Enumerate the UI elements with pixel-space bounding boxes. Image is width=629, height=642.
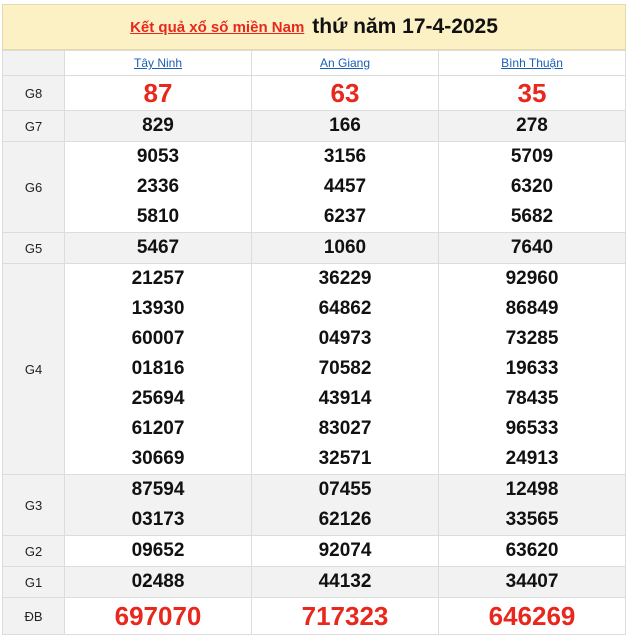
prize-label: G6 [3, 142, 65, 233]
prize-number: 9053 [136, 146, 180, 167]
prize-label: G4 [3, 264, 65, 475]
results-body [3, 76, 626, 635]
prize-number: 12498 [505, 479, 559, 500]
prize-label: G1 [3, 567, 65, 598]
prize-cell [252, 475, 439, 536]
prize-number: 73285 [505, 328, 559, 349]
prize-label: G7 [3, 111, 65, 142]
prize-number: 44132 [318, 571, 372, 592]
prize-number: 4457 [323, 176, 367, 197]
province-header [439, 51, 626, 76]
prize-cell [65, 567, 252, 598]
prize-cell [65, 142, 252, 233]
prize-row-g8 [3, 76, 626, 111]
prize-cell [252, 536, 439, 567]
prize-number: 5810 [136, 206, 180, 227]
prize-number: 6320 [510, 176, 554, 197]
prize-label: G5 [3, 233, 65, 264]
prize-label: G3 [3, 475, 65, 536]
prize-cell [439, 76, 626, 111]
prize-cell [65, 233, 252, 264]
prize-number: 96533 [505, 418, 559, 439]
prize-row-đb [3, 598, 626, 635]
prize-number: 25694 [131, 388, 185, 409]
prize-number: 2336 [136, 176, 180, 197]
province-link-an-giang[interactable]: An Giang [319, 56, 371, 70]
prize-number: 33565 [505, 509, 559, 530]
prize-number: 5709 [510, 146, 554, 167]
prize-cell [252, 567, 439, 598]
prize-number: 78435 [505, 388, 559, 409]
prize-number: 36229 [318, 268, 372, 289]
prize-number: 70582 [318, 358, 372, 379]
prize-cell [439, 598, 626, 635]
prize-cell [439, 233, 626, 264]
prize-cell [65, 536, 252, 567]
prize-number: 64862 [318, 298, 372, 319]
prize-number: 1060 [323, 237, 367, 258]
prize-label: G8 [3, 76, 65, 111]
prize-label: G2 [3, 536, 65, 567]
prize-cell [439, 142, 626, 233]
prize-number: 63620 [505, 540, 559, 561]
prize-cell [65, 111, 252, 142]
prize-number: 32571 [318, 448, 372, 469]
prize-number: 92074 [318, 540, 372, 561]
results-table [2, 50, 626, 635]
prize-cell [252, 233, 439, 264]
prize-number: 01816 [131, 358, 185, 379]
prize-cell [252, 142, 439, 233]
province-header-row [3, 51, 626, 76]
prize-number: 02488 [131, 571, 185, 592]
prize-number: 04973 [318, 328, 372, 349]
prize-row-g7 [3, 111, 626, 142]
prize-number: 3156 [323, 146, 367, 167]
prize-number: 646269 [488, 601, 576, 631]
prize-number: 5682 [510, 206, 554, 227]
prize-number: 03173 [131, 509, 185, 530]
prize-number: 697070 [114, 601, 202, 631]
prize-row-g6 [3, 142, 626, 233]
prize-cell [439, 536, 626, 567]
prize-number: 87 [143, 78, 173, 108]
prize-cell [439, 111, 626, 142]
prize-number: 61207 [131, 418, 185, 439]
prize-cell [252, 264, 439, 475]
prize-number: 83027 [318, 418, 372, 439]
prize-row-g3 [3, 475, 626, 536]
prize-cell [65, 475, 252, 536]
prize-cell [252, 111, 439, 142]
prize-number: 43914 [318, 388, 372, 409]
prize-cell [65, 76, 252, 111]
prize-number: 278 [516, 115, 548, 136]
prize-number: 166 [329, 115, 361, 136]
prize-number: 5467 [136, 237, 180, 258]
prize-number: 7640 [510, 237, 554, 258]
prize-cell [252, 598, 439, 635]
prize-number: 92960 [505, 268, 559, 289]
results-link[interactable]: Kết quả xổ số miền Nam [130, 18, 305, 36]
corner-cell [3, 51, 65, 76]
prize-cell [65, 264, 252, 475]
prize-cell [439, 475, 626, 536]
prize-row-g1 [3, 567, 626, 598]
prize-number: 21257 [131, 268, 185, 289]
prize-number: 07455 [318, 479, 372, 500]
prize-cell [65, 598, 252, 635]
prize-number: 87594 [131, 479, 185, 500]
prize-number: 63 [330, 78, 360, 108]
province-link-binh-thuan[interactable]: Bình Thuận [501, 56, 563, 70]
prize-number: 19633 [505, 358, 559, 379]
prize-number: 35 [517, 78, 547, 108]
prize-number: 829 [142, 115, 174, 136]
prize-number: 09652 [131, 540, 185, 561]
province-link-tay-ninh[interactable]: Tây Ninh [133, 56, 183, 70]
prize-cell [439, 567, 626, 598]
prize-number: 717323 [301, 601, 389, 631]
prize-number: 60007 [131, 328, 185, 349]
prize-row-g2 [3, 536, 626, 567]
draw-date: thứ năm 17-4-2025 [312, 15, 498, 38]
prize-cell [252, 76, 439, 111]
prize-row-g4 [3, 264, 626, 475]
prize-number: 6237 [323, 206, 367, 227]
prize-cell [439, 264, 626, 475]
prize-number: 30669 [131, 448, 185, 469]
province-header [65, 51, 252, 76]
prize-number: 34407 [505, 571, 559, 592]
prize-number: 86849 [505, 298, 559, 319]
results-title-bar [2, 4, 626, 50]
prize-number: 62126 [318, 509, 372, 530]
prize-number: 13930 [131, 298, 185, 319]
prize-row-g5 [3, 233, 626, 264]
prize-label: ĐB [3, 598, 65, 635]
prize-number: 24913 [505, 448, 559, 469]
province-header [252, 51, 439, 76]
